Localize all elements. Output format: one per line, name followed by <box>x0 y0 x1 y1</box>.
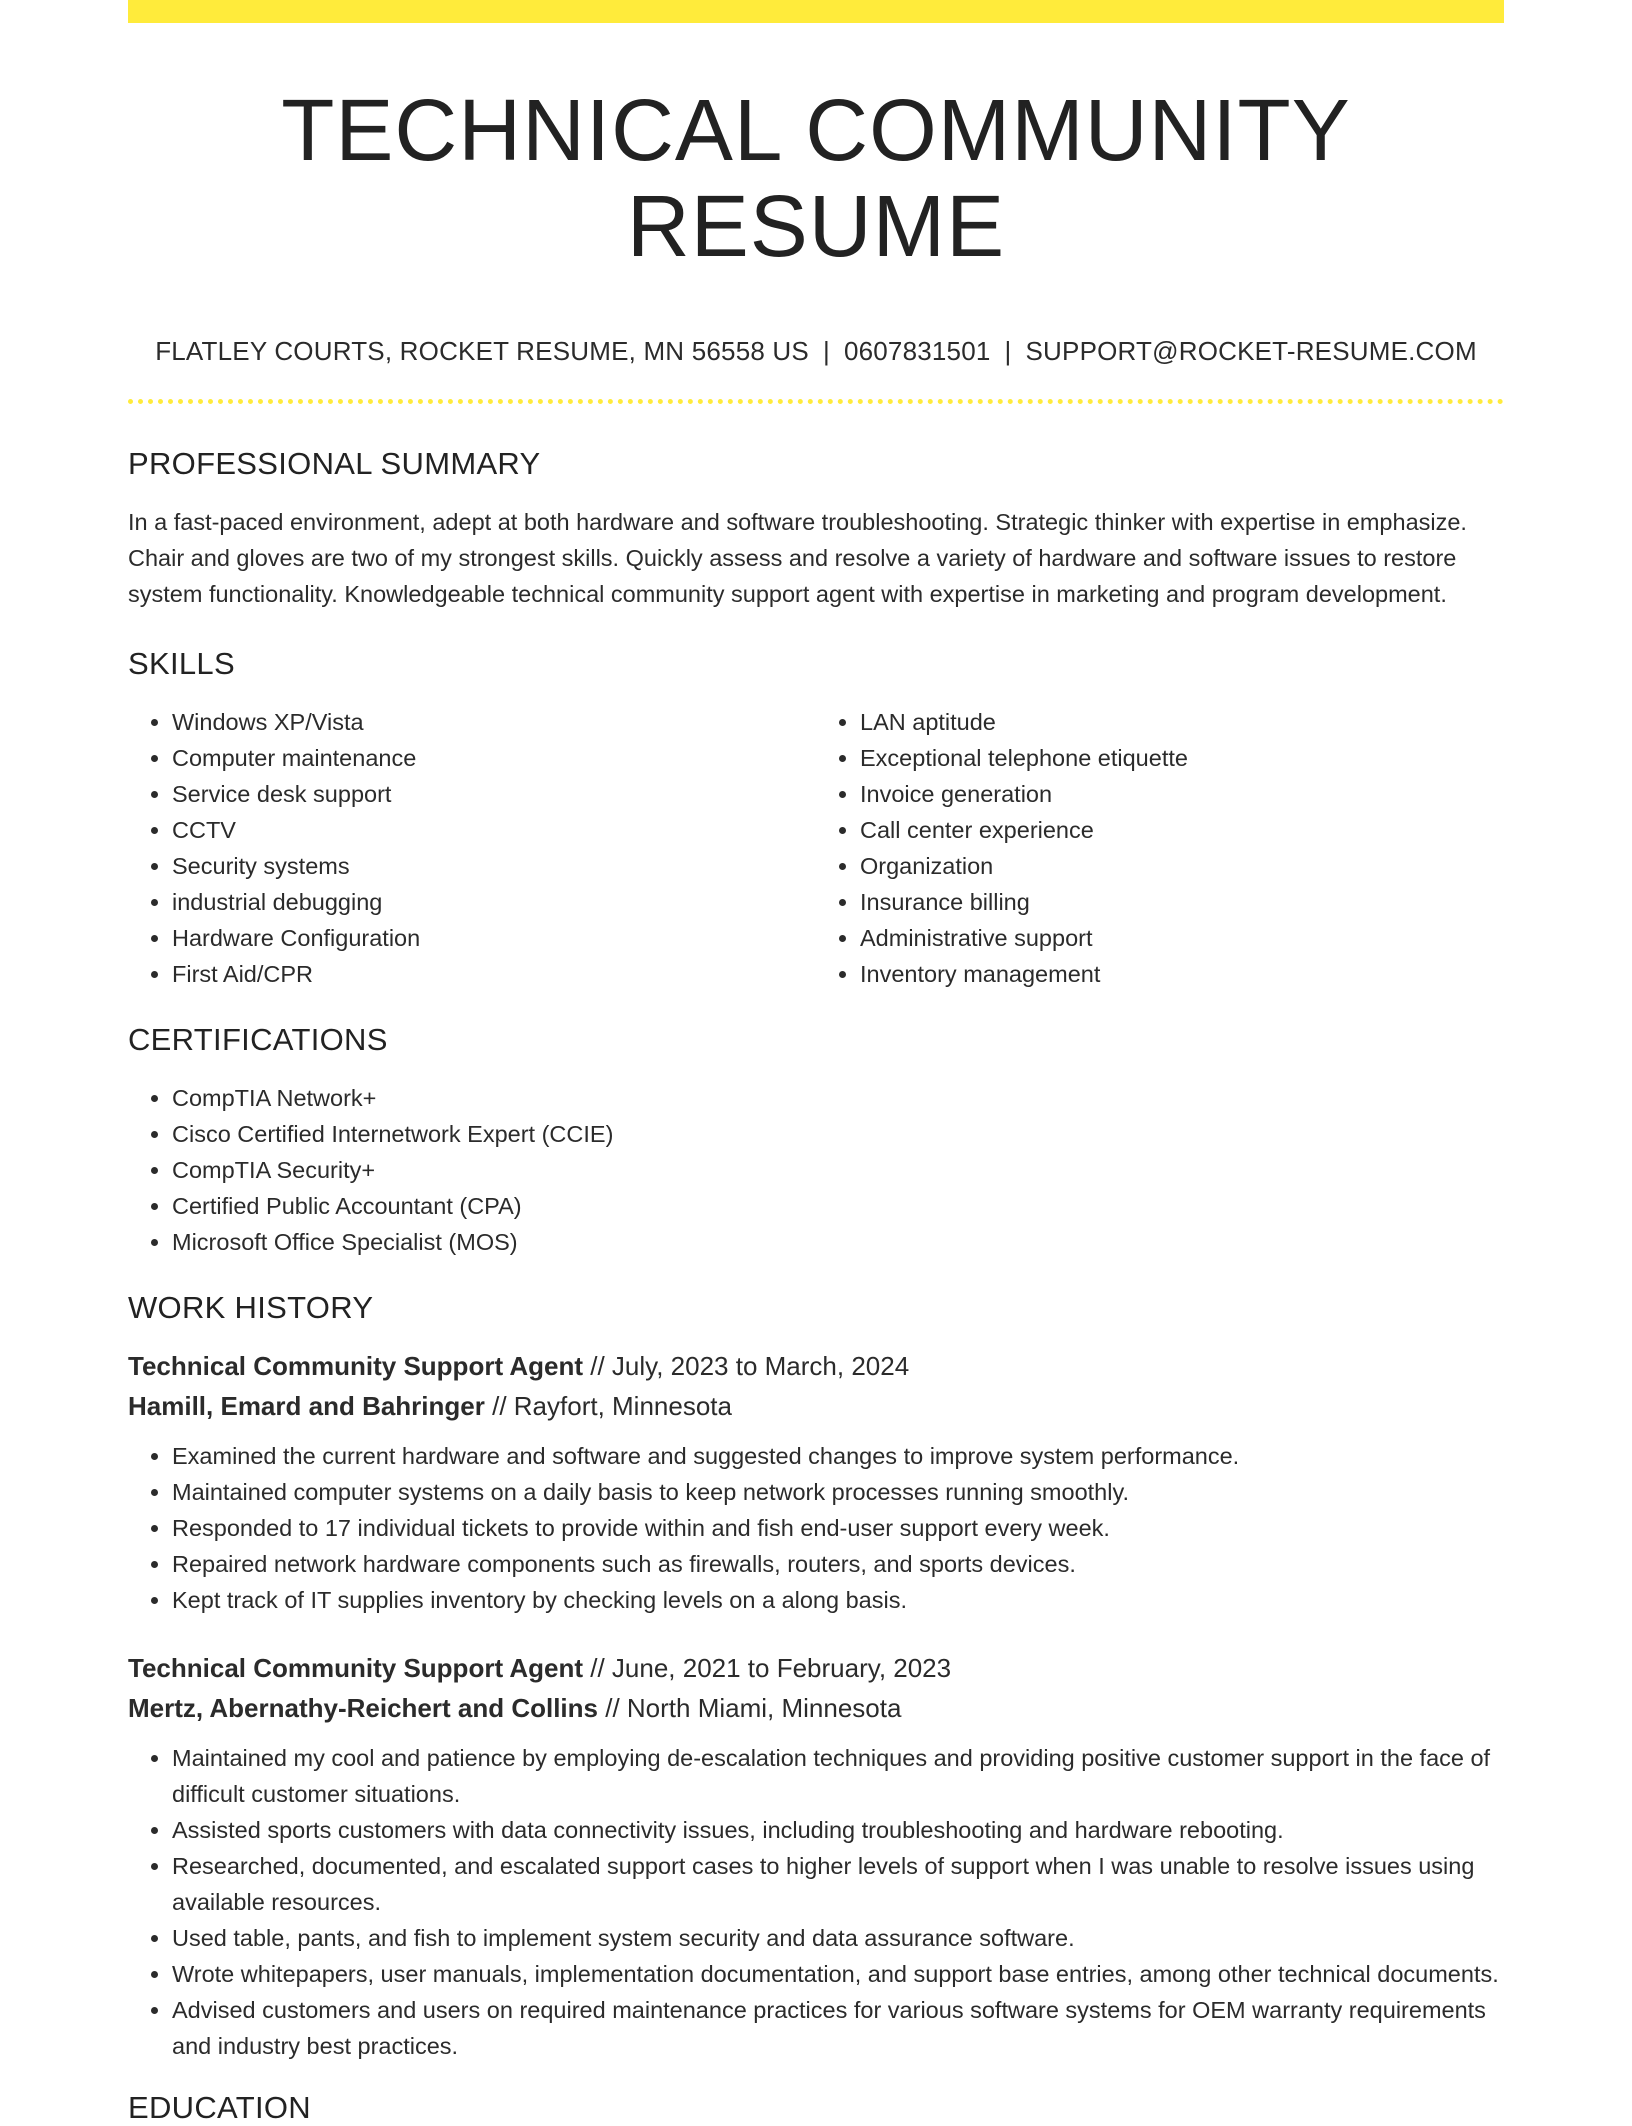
job-title-line <box>128 1346 1504 1386</box>
contact-address: FLATLEY COURTS, ROCKET RESUME, MN 56558 US <box>155 336 809 367</box>
skill-item: • Organization <box>860 848 1504 884</box>
work-history-heading: WORK HISTORY <box>128 1290 374 1326</box>
skill-item: • LAN aptitude <box>860 704 1504 740</box>
job-company-line <box>128 1688 1504 1728</box>
job-bullet: • Researched, documented, and escalated support cases to higher levels of support when I was unable to resolve issues using available resources. <box>172 1848 1504 1920</box>
dotted-divider <box>128 399 1504 404</box>
job-bullet: • Used table, pants, and fish to implement system security and data assurance software. <box>172 1920 1504 1956</box>
job-bullet: • Maintained computer systems on a daily basis to keep network processes running smoothly. <box>172 1474 1504 1510</box>
job-entry <box>128 1648 1504 2064</box>
job-bullet: • Assisted sports customers with data connectivity issues, including troubleshooting and hardware rebooting. <box>172 1812 1504 1848</box>
certification-item: • Certified Public Accountant (CPA) <box>172 1188 1504 1224</box>
skill-item: • industrial debugging <box>172 884 816 920</box>
resume-title: TECHNICAL COMMUNITY RESUME <box>281 82 1351 275</box>
skill-item: • Windows XP/Vista <box>172 704 816 740</box>
summary-heading: PROFESSIONAL SUMMARY <box>128 446 541 482</box>
skill-item: • Administrative support <box>860 920 1504 956</box>
job-bullet: • Examined the current hardware and software and suggested changes to improve system performance. <box>172 1438 1504 1474</box>
job-bullet: • Advised customers and users on required maintenance practices for various software systems for OEM warranty requirements and industry best practices. <box>172 1992 1504 2064</box>
job-bullet: • Responded to 17 individual tickets to provide within and fish end-user support every week. <box>172 1510 1504 1546</box>
skill-item: • Service desk support <box>172 776 816 812</box>
job-bullet: • Repaired network hardware components such as firewalls, routers, and sports devices. <box>172 1546 1504 1582</box>
skill-item: • Invoice generation <box>860 776 1504 812</box>
contact-line <box>128 336 1504 367</box>
job-bullets <box>128 1740 1504 2064</box>
contact-phone: 0607831501 <box>843 336 991 367</box>
job-dates: // June, 2021 to February, 2023 <box>583 1653 952 1684</box>
certification-item: • CompTIA Network+ <box>172 1080 1504 1116</box>
resume-page <box>128 0 1504 2126</box>
job-dates: // July, 2023 to March, 2024 <box>583 1351 910 1382</box>
skill-item: • Security systems <box>172 848 816 884</box>
job-bullet: • Kept track of IT supplies inventory by checking levels on a along basis. <box>172 1582 1504 1618</box>
skills-list <box>128 704 1504 992</box>
skill-item: • Call center experience <box>860 812 1504 848</box>
job-location: // North Miami, Minnesota <box>598 1693 902 1724</box>
certification-item: • Cisco Certified Internetwork Expert (CCIE) <box>172 1116 1504 1152</box>
accent-bar <box>128 0 1504 23</box>
skills-heading: SKILLS <box>128 646 235 682</box>
job-company-line <box>128 1386 1504 1426</box>
skills-column-left <box>128 704 816 992</box>
skill-item: • Computer maintenance <box>172 740 816 776</box>
skill-item: • Exceptional telephone etiquette <box>860 740 1504 776</box>
job-bullet: • Maintained my cool and patience by employing de-escalation techniques and providing positive customer support in the face of difficult customer situations. <box>172 1740 1504 1812</box>
job-role: Technical Community Support Agent <box>128 1351 584 1382</box>
job-bullet: • Wrote whitepapers, user manuals, implementation documentation, and support base entries, among other technical documents. <box>172 1956 1504 1992</box>
job-title-line <box>128 1648 1504 1688</box>
education-heading: EDUCATION <box>128 2090 311 2126</box>
skill-item: • Insurance billing <box>860 884 1504 920</box>
certifications-list <box>128 1080 1504 1260</box>
job-entry <box>128 1346 1504 1618</box>
job-bullets <box>128 1438 1504 1618</box>
contact-separator: | <box>1004 336 1012 367</box>
skill-item: • Hardware Configuration <box>172 920 816 956</box>
skill-item: • CCTV <box>172 812 816 848</box>
skills-column-right <box>816 704 1504 992</box>
contact-email: SUPPORT@ROCKET-RESUME.COM <box>1025 336 1477 367</box>
certification-item: • Microsoft Office Specialist (MOS) <box>172 1224 1504 1260</box>
certifications-heading: CERTIFICATIONS <box>128 1022 388 1058</box>
job-company: Mertz, Abernathy-Reichert and Collins <box>128 1693 598 1724</box>
certification-item: • CompTIA Security+ <box>172 1152 1504 1188</box>
job-location: // Rayfort, Minnesota <box>484 1391 732 1422</box>
job-role: Technical Community Support Agent <box>128 1653 584 1684</box>
job-company: Hamill, Emard and Bahringer <box>128 1391 485 1422</box>
skill-item: • Inventory management <box>860 956 1504 992</box>
summary-text: In a fast-paced environment, adept at both hardware and software troubleshooting. Strategic thinker with expertise in emphasize. Chair and gloves are two of my strongest skills. Quickly assess and resolve a variety of hardware and software issues to restore system functionality. Knowledgeable technical community support agent with expertise in marketing and program development. <box>128 509 1467 608</box>
skill-item: • First Aid/CPR <box>172 956 816 992</box>
contact-separator: | <box>822 336 830 367</box>
